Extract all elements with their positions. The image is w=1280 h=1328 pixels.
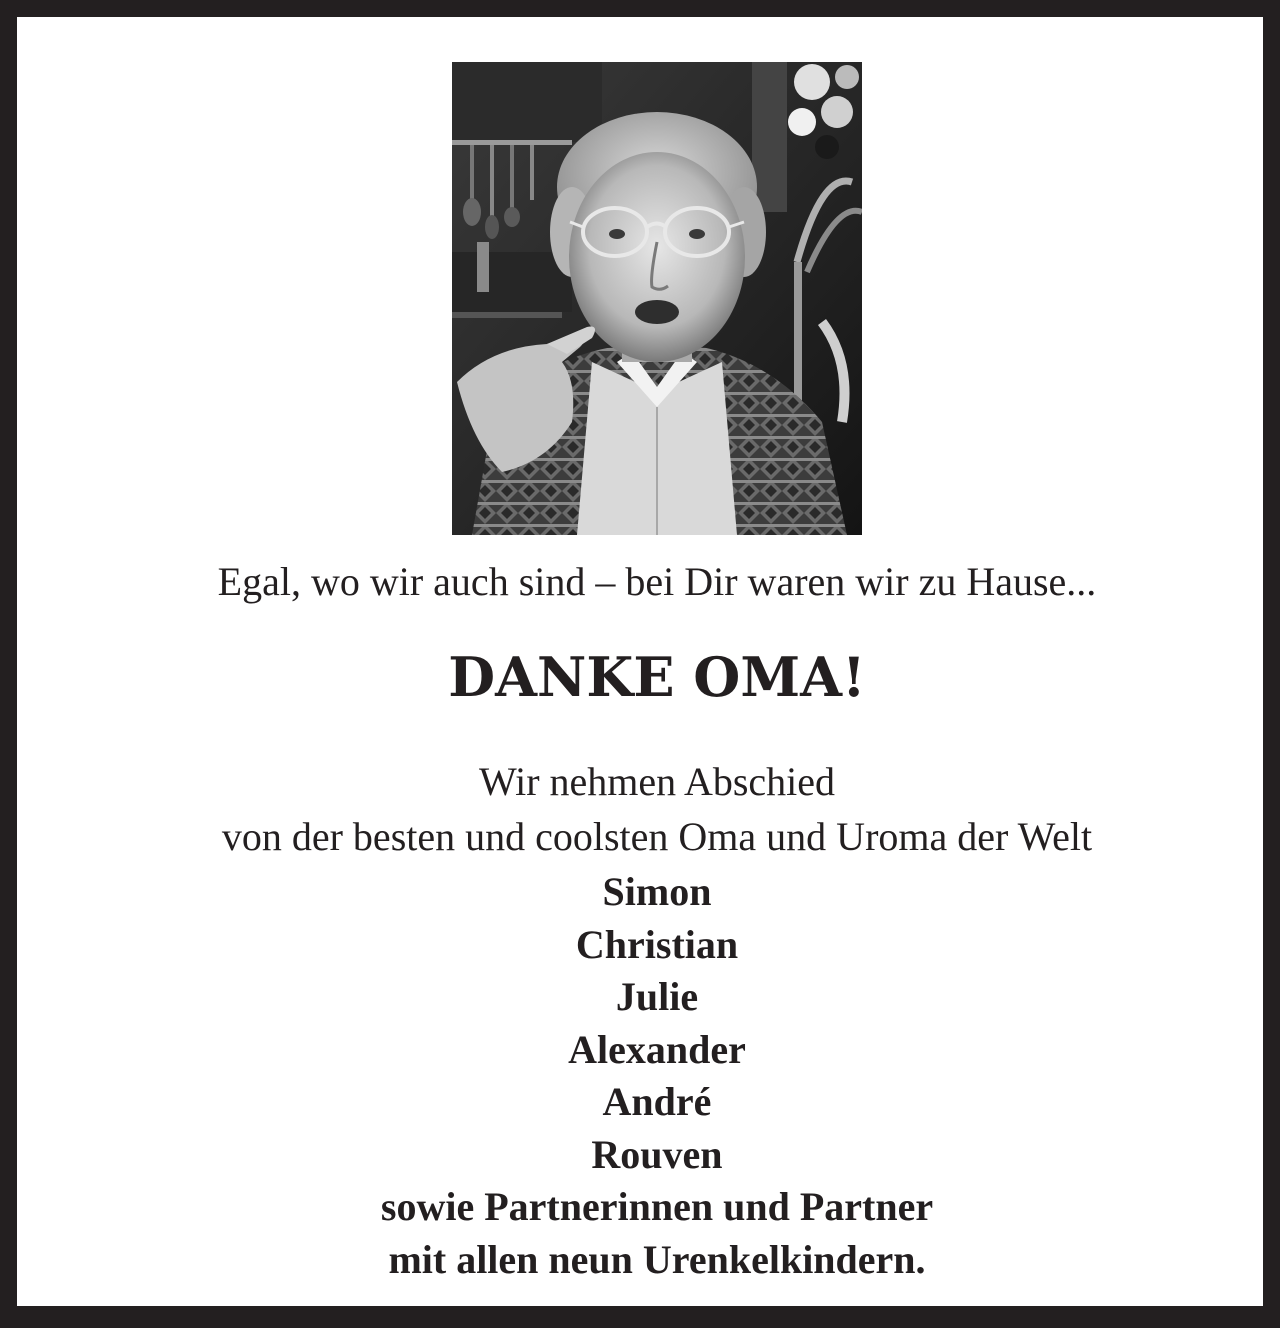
mourner-partners-line: sowie Partnerinnen und Partner — [380, 1184, 934, 1229]
mourner-name: Julie — [615, 974, 699, 1019]
mourner-name: André — [602, 1079, 712, 1124]
farewell-line-1: Wir nehmen Abschied — [478, 759, 836, 804]
mourner-name: Christian — [575, 921, 739, 967]
mourner-name: Rouven — [591, 1131, 723, 1177]
farewell-line-2: von der besten und coolsten Oma und Uroma der Welt — [221, 814, 1093, 859]
portrait-photo — [452, 62, 862, 535]
mourner-name: Simon — [602, 869, 712, 914]
heading-title: DANKE OMA! — [448, 645, 866, 709]
mourner-list — [17, 866, 1280, 1286]
mourner-great-grandchildren-line: mit allen neun Urenkelkindern. — [388, 1236, 926, 1282]
motto-line: Egal, wo wir auch sind – bei Dir waren wir zu Hause... — [217, 559, 1097, 604]
mourner-name: Alexander — [568, 1026, 746, 1072]
